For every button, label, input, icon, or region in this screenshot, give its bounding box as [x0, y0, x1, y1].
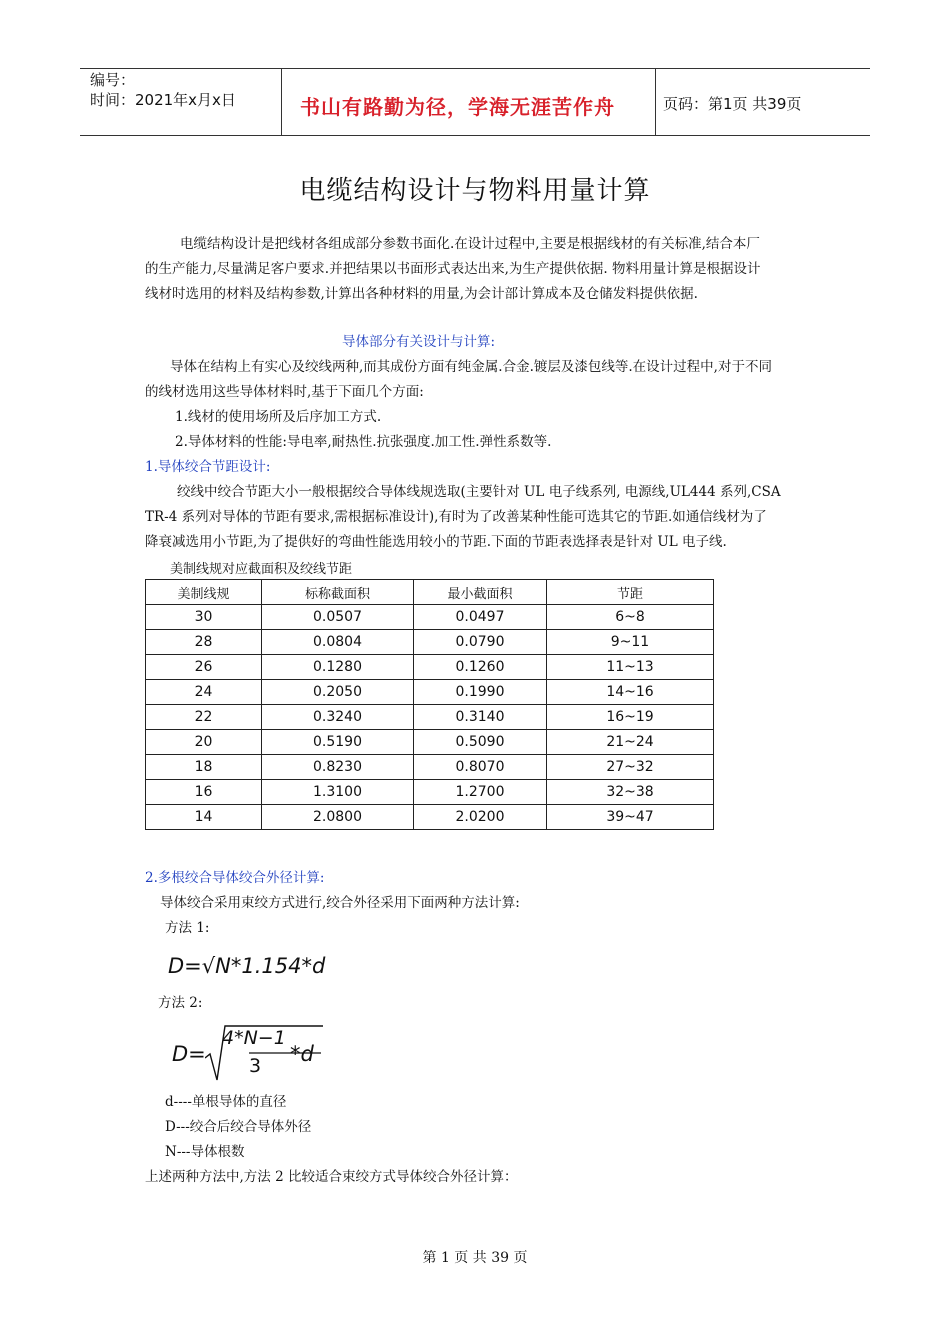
- intro-line: 的生产能力,尽量满足客户要求.并把结果以书面形式表达出来,为生产提供依据. 物料用量计算是根据设计: [145, 261, 761, 277]
- table-cell: 0.1280: [262, 655, 414, 680]
- table-row: [146, 805, 714, 830]
- section1-heading: 1.导体绞合节距设计:: [145, 459, 271, 475]
- table-cell: 2.0800: [262, 805, 414, 830]
- section2-line: 导体绞合采用束绞方式进行,绞合外径采用下面两种方法计算:: [160, 895, 520, 911]
- formula2-tail: *d: [290, 1042, 314, 1066]
- formula2-denominator: 3: [249, 1055, 262, 1077]
- table-row: [146, 680, 714, 705]
- header-slogan: 书山有路勤为径，学海无涯苦作舟: [300, 95, 615, 119]
- table-row: [146, 780, 714, 805]
- header-page-info: 页码：第1页 共39页: [663, 95, 802, 113]
- method2-label: 方法 2:: [158, 995, 203, 1011]
- table-cell: 0.1260: [414, 655, 547, 680]
- header-top-rule: [80, 68, 870, 69]
- table-cell: 0.0804: [262, 630, 414, 655]
- table-cell: 0.0507: [262, 605, 414, 630]
- table-cell: 0.2050: [262, 680, 414, 705]
- section1-line: 降衰减选用小节距,为了提供好的弯曲性能选用较小的节距.下面的节距表选择表是针对 UL 电子线.: [145, 534, 727, 550]
- definitions: [165, 1090, 311, 1165]
- table-row: [146, 630, 714, 655]
- table-cell: 24: [146, 680, 262, 705]
- table-row: [146, 605, 714, 630]
- table-cell: 11~13: [547, 655, 714, 680]
- table-cell: 0.3240: [262, 705, 414, 730]
- table-cell: 21~24: [547, 730, 714, 755]
- table-cell: 32~38: [547, 780, 714, 805]
- table-cell: 18: [146, 755, 262, 780]
- table-cell: 0.1990: [414, 680, 547, 705]
- section2-conclusion: 上述两种方法中,方法 2 比较适合束绞方式导体绞合外径计算：: [145, 1169, 518, 1185]
- section-conductor-body: [145, 355, 815, 455]
- formula2-lhs: D=: [172, 1042, 206, 1066]
- table-header-cell: 最小截面积: [414, 580, 547, 605]
- table-cell: 0.8070: [414, 755, 547, 780]
- conductor-item: 1.线材的使用场所及后序加工方式.: [175, 409, 382, 425]
- page-footer: 第 1 页 共 39 页: [422, 1250, 528, 1266]
- formula-method2: [172, 1024, 332, 1082]
- section1-line: 绞线中绞合节距大小一般根据绞合导体线规选取(主要针对 UL 电子线系列, 电源线,UL444 系列,CSA: [177, 484, 781, 500]
- table-cell: 0.8230: [262, 755, 414, 780]
- definition-d: d----单根导体的直径: [165, 1094, 287, 1110]
- table-cell: 16~19: [547, 705, 714, 730]
- table-cell: 6~8: [547, 605, 714, 630]
- table-cell: 39~47: [547, 805, 714, 830]
- definition-D: D---绞合后绞合导体外径: [165, 1119, 312, 1135]
- table-row: [146, 730, 714, 755]
- table-cell: 1.3100: [262, 780, 414, 805]
- table-cell: 0.0497: [414, 605, 547, 630]
- table-caption: 美制线规对应截面积及绞线节距: [170, 562, 353, 577]
- table-header-cell: 标称截面积: [262, 580, 414, 605]
- section-conductor-heading: 导体部分有关设计与计算:: [342, 334, 496, 350]
- intro-paragraph: [145, 232, 815, 307]
- table-header-row: [146, 580, 714, 605]
- table-cell: 26: [146, 655, 262, 680]
- section1-line: TR-4 系列对导体的节距有要求,需根据标准设计),有时为了改善某种性能可选其它的节距.如通信线材为了: [145, 509, 767, 525]
- header-time-label: 时间：2021年x月x日: [90, 91, 236, 109]
- table-cell: 16: [146, 780, 262, 805]
- table-cell: 22: [146, 705, 262, 730]
- conductor-item: 2.导体材料的性能:导电率,耐热性.抗张强度.加工性.弹性系数等.: [175, 434, 552, 450]
- table-row: [146, 705, 714, 730]
- table-cell: 1.2700: [414, 780, 547, 805]
- method1-label: 方法 1:: [165, 920, 210, 936]
- table-cell: 2.0200: [414, 805, 547, 830]
- table-cell: 14~16: [547, 680, 714, 705]
- awg-table: [145, 579, 714, 830]
- table-header-cell: 美制线规: [146, 580, 262, 605]
- intro-line: 电缆结构设计是把线材各组成部分参数书面化.在设计过程中,主要是根据线材的有关标准,结合本厂: [180, 236, 760, 252]
- table-row: [146, 755, 714, 780]
- table-header-cell: 节距: [547, 580, 714, 605]
- table-cell: 30: [146, 605, 262, 630]
- table-cell: 14: [146, 805, 262, 830]
- conductor-line: 导体在结构上有实心及绞线两种,而其成份方面有纯金属.合金.镀层及漆包线等.在设计过程中,对于不同: [170, 359, 772, 375]
- table-cell: 0.3140: [414, 705, 547, 730]
- table-cell: 9~11: [547, 630, 714, 655]
- header-bottom-rule: [80, 135, 870, 136]
- table-cell: 27~32: [547, 755, 714, 780]
- table-cell: 20: [146, 730, 262, 755]
- header-divider-left: [281, 68, 282, 136]
- header-meta: [90, 70, 236, 110]
- definition-N: N---导体根数: [165, 1144, 245, 1160]
- intro-line: 线材时选用的材料及结构参数,计算出各种材料的用量,为会计部计算成本及仓储发料提供依据.: [145, 286, 698, 302]
- formula2-numerator: 4*N−1: [222, 1027, 286, 1049]
- formula-method1: D=√N*1.154*d: [168, 954, 326, 978]
- section2-heading: 2.多根绞合导体绞合外径计算:: [145, 870, 325, 886]
- table-cell: 0.5090: [414, 730, 547, 755]
- table-cell: 28: [146, 630, 262, 655]
- document-title: 电缆结构设计与物料用量计算: [299, 176, 651, 206]
- conductor-line: 的线材选用这些导体材料时,基于下面几个方面:: [145, 384, 424, 400]
- table-row: [146, 655, 714, 680]
- header-divider-right: [655, 68, 656, 136]
- section1-body: [145, 480, 815, 555]
- header-number-label: 编号：: [90, 71, 136, 89]
- table-cell: 0.5190: [262, 730, 414, 755]
- table-cell: 0.0790: [414, 630, 547, 655]
